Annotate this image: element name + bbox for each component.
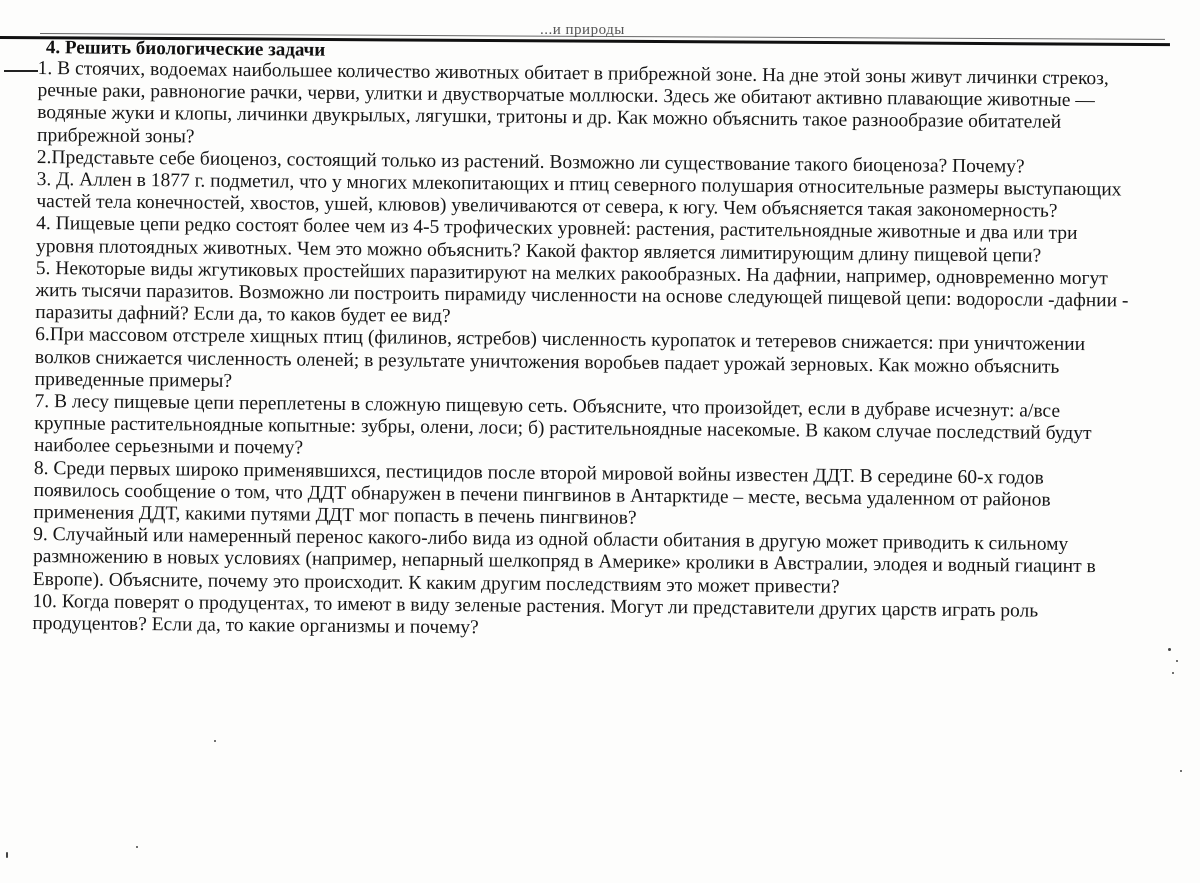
task-6: 6.При массовом отстреле хищных птиц (филинов, ястребов) численность куропаток и тетеревов снижается: при уничтожении волков снижается численность оленей; в результате уничтожения воробьев падает урожай зерновых. Как можно объяснить приведенные примеры?: [34, 324, 1086, 392]
task-9: 9. Случайный или намеренный перенос какого-либо вида из одной области обитания в другую может приводить к сильному размножению в новых условиях (например, непарный шелкопряд в Америке» кролики в Австралии, элодея и водный гиацинт в Европе). Объясните, почему это происходит. К каким другим последствиям это может привести?: [32, 524, 1096, 598]
task-7: 7. В лесу пищевые цепи переплетены в сложную пищевую сеть. Объясните, что произойдет, если в дубраве исчезнут: а/все крупные растительноядные копытные: зубры, олени, лоси; б) растительноядные насекомые. В каком случае последствий будут наиболее серьезными и почему?: [33, 391, 1092, 460]
margin-mark: [4, 70, 38, 72]
task-8: 8. Среди первых широко применявшихся, пестицидов после второй мировой войны известен ДДТ. В середине 60-х годов появилось сообщение о том, что ДДТ обнаружен в печени пингвинов в Антарктиде – месте, весьма удаленном от районов применения ДДТ, какими путями ДДТ мог попасть в печень пингвинов?: [33, 457, 1051, 529]
task-3: 3. Д. Аллен в 1877 г. подметил, что у многих млекопитающих и птиц северного полушария относительные размеры выступающих частей тела конечностей, хвостов, ушей, клювов) увеличиваются от севера, к югу. Чем объясняется такая закономерность?: [36, 169, 1122, 223]
scan-speck: [6, 852, 8, 858]
task-10: 10. Когда поверят о продуцентах, то имеют в виду зеленые растения. Могут ли представители других царств играть роль продуцентов? Если да, то какие организмы и почему?: [32, 590, 1039, 639]
scan-speck: [136, 846, 138, 848]
task-1: 1. В стоячих, водоемах наибольшее количество животных обитает в прибрежной зоне. На дне этой зоны живут личинки стрекоз, речные раки, равноногие рачки, черви, улитки и двустворчатые моллюски. Здесь же обитают активно плавающие животные — водяные жуки и клопы, личинки двукрылых, лягушки, тритоны и др. Как можно объяснить такое разнообразие обитателей прибрежной зоны?: [36, 57, 1109, 148]
task-5: 5. Некоторые виды жгутиковых простейших паразитируют на мелких ракообразных. На дафнии, например, одновременно могут жить тысячи паразитов. Возможно ли построить пирамиду численности на основе следующей пищевой цепи: водоросли -дафнии - паразиты дафний? Если да, то каков будет ее вид?: [35, 257, 1129, 328]
task-4: 4. Пищевые цепи редко состоят более чем из 4-5 трофических уровней: растения, растительноядные животные и два или три уровня плотоядных животных. Чем это можно объяснить? Какой фактор является лимитирующим длину пищевой цепи?: [35, 213, 1078, 267]
cut-off-header: ...и природы: [540, 22, 625, 38]
scan-speck: [214, 740, 216, 742]
scan-speck: [1176, 660, 1178, 662]
section-heading: 4. Решить биологические задачи: [45, 37, 326, 61]
document-body: [32, 38, 1138, 646]
scan-speck: [1168, 648, 1171, 651]
scan-speck: [1172, 672, 1174, 674]
scan-speck: [1180, 770, 1182, 772]
task-2: 2.Представьте себе биоценоз, состоящий только из растений. Возможно ли существование такого биоценоза? Почему?: [36, 146, 1025, 178]
